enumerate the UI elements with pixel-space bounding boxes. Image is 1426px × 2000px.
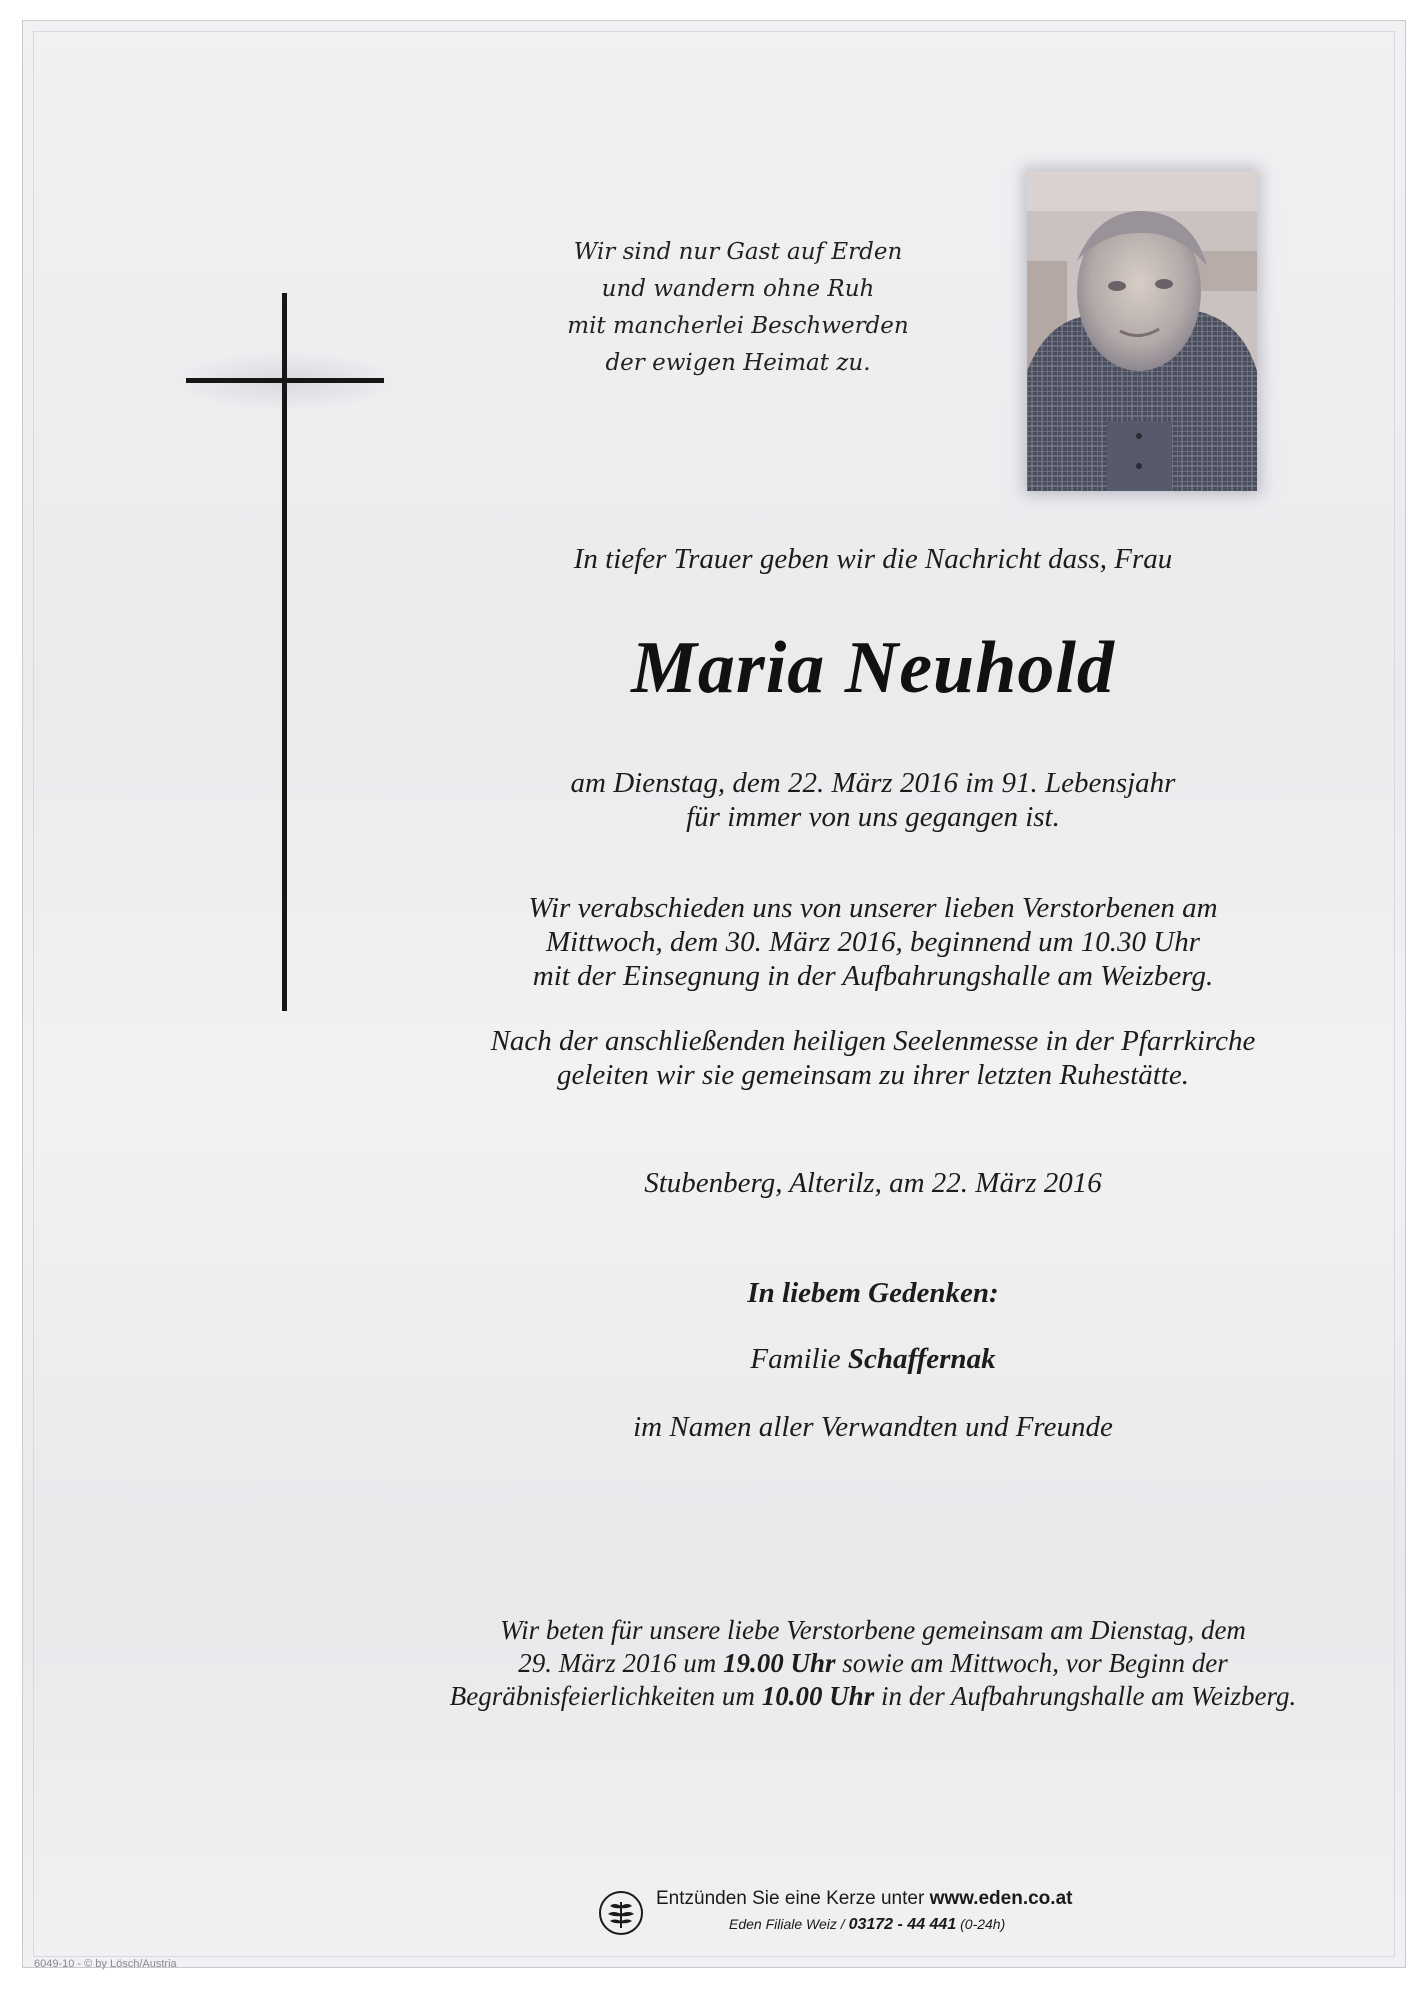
intro-text: In tiefer Trauer geben wir die Nachricht dass, Frau <box>573 543 1173 575</box>
portrait-image <box>1027 171 1257 491</box>
family-prefix: Familie <box>750 1343 841 1375</box>
prayer-line-3 <box>323 1680 1423 1713</box>
cross-vertical-bar <box>282 293 287 1011</box>
poem <box>523 234 953 382</box>
relatives-line: im Namen aller Verwandten und Freunde <box>633 1411 1113 1443</box>
footer-url[interactable]: www.eden.co.at <box>929 1888 1073 1909</box>
print-code: 6049-10 - © by Lösch/Austria <box>34 1958 177 1970</box>
death-notice <box>323 766 1423 834</box>
footer <box>598 1886 1198 1938</box>
prayer-time: 10.00 Uhr <box>761 1681 875 1711</box>
poem-line: mit mancherlei Beschwerden <box>567 313 909 339</box>
prayer-text: sowie am Mittwoch, vor Beginn der <box>842 1648 1228 1678</box>
prayer-notice <box>323 1614 1423 1713</box>
mass-line: geleiten wir sie gemeinsam zu ihrer letzten Ruhestätte. <box>557 1059 1189 1091</box>
farewell-notice <box>323 891 1423 993</box>
mass-line: Nach der anschließenden heiligen Seelenmesse in der Pfarrkirche <box>490 1025 1256 1057</box>
branch-hours: (0-24h) <box>960 1916 1006 1932</box>
prayer-time: 19.00 Uhr <box>723 1648 836 1678</box>
prayer-line-1: Wir beten für unsere liebe Verstorbene gemeinsam am Dienstag, dem <box>500 1615 1246 1645</box>
prayer-text: Begräbnisfeierlichkeiten um <box>449 1681 755 1711</box>
farewell-line: Mittwoch, dem 30. März 2016, beginnend um 10.30 Uhr <box>545 926 1201 958</box>
death-line: für immer von uns gegangen ist. <box>686 801 1060 833</box>
family-line <box>323 1343 1423 1376</box>
prayer-text: in der Aufbahrungshalle am Weizberg. <box>880 1681 1297 1711</box>
place-and-date: Stubenberg, Alterilz, am 22. März 2016 <box>644 1167 1102 1199</box>
deceased-name: Maria Neuhold <box>631 627 1115 709</box>
prayer-line-2 <box>323 1647 1423 1680</box>
branch-info <box>729 1916 1005 1934</box>
prayer-text: 29. März 2016 um <box>518 1648 717 1678</box>
poem-line: der ewigen Heimat zu. <box>605 350 871 376</box>
footer-text: Entzünden Sie eine Kerze unter <box>656 1888 925 1909</box>
memory-heading: In liebem Gedenken: <box>747 1277 999 1309</box>
farewell-line: mit der Einsegnung in der Aufbahrungshalle am Weizberg. <box>532 960 1214 992</box>
branch-phone: 03172 - 44 441 <box>848 1916 957 1933</box>
poem-line: und wandern ohne Ruh <box>601 276 875 302</box>
obituary-page <box>22 20 1406 1968</box>
portrait-photo <box>1027 171 1257 491</box>
cross-horizontal-bar <box>186 378 384 383</box>
farewell-line: Wir verabschieden uns von unserer lieben Verstorbenen am <box>528 892 1218 924</box>
plant-logo-icon <box>598 1890 644 1936</box>
family-name: Schaffernak <box>847 1343 996 1375</box>
poem-line: Wir sind nur Gast auf Erden <box>573 239 903 265</box>
branch-name: Eden Filiale Weiz / <box>729 1916 845 1932</box>
death-line: am Dienstag, dem 22. März 2016 im 91. Lebensjahr <box>570 767 1176 799</box>
candle-link[interactable] <box>656 1888 1072 1910</box>
mass-notice <box>323 1024 1423 1092</box>
